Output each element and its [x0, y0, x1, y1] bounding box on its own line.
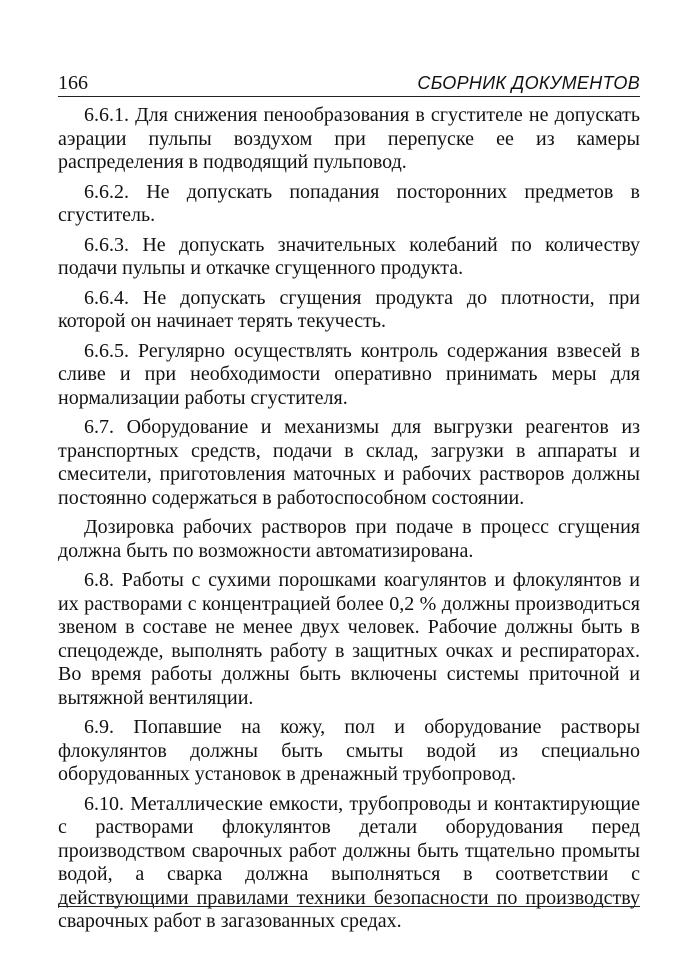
paragraph-6-8: 6.8. Работы с сухими порошками коагулянтов и флокулянтов и их растворами с концентрацией более 0,2 % должны производиться звеном в составе не менее двух человек. Рабочие должны быть в спецодежде, выполнять работу в защитных очках и респираторах. Во время работы должны быть включены системы приточной и вытяжной вентиляции. — [58, 569, 640, 709]
paragraph-6-7: 6.7. Оборудование и механизмы для выгрузки реагентов из транспортных средств, подачи в склад, загрузки в аппараты и смесители, приготовления маточных и рабочих растворов должны постоянно содержаться в работоспособном состоянии. — [58, 416, 640, 509]
page-number: 166 — [58, 72, 88, 94]
paragraph-6-6-5: 6.6.5. Регулярно осуществлять контроль содержания взвесей в сливе и при необходимости оперативно принимать меры для нормализации работы сгустителя. — [58, 339, 640, 409]
page-header — [58, 70, 640, 97]
paragraph-6-6-4: 6.6.4. Не допускать сгущения продукта до плотности, при которой он начинает терять текучесть. — [58, 286, 640, 332]
paragraph-dosing: Дозировка рабочих растворов при подаче в процесс сгущения должна быть по возможности автоматизирована. — [58, 516, 640, 562]
paragraph-6-6-1: 6.6.1. Для снижения пенообразования в сгустителе не допускать аэрации пульпы воздухом при перепуске ее из камеры распределения в подводящий пульповод. — [58, 104, 640, 173]
paragraph-6-9: 6.9. Попавшие на кожу, пол и оборудование растворы флокулянтов должны быть смыты водой из специально оборудованных установок в дренажный трубопровод. — [58, 716, 640, 785]
paragraph-6-6-2: 6.6.2. Не допускать попадания посторонних предметов в сгуститель. — [58, 180, 640, 226]
document-body — [58, 104, 640, 940]
bottom-rule — [58, 906, 640, 907]
paragraph-6-6-3: 6.6.3. Не допускать значительных колебаний по количеству подачи пульпы и откачке сгущенного продукта. — [58, 233, 640, 279]
paragraph-6-10: 6.10. Металлические емкости, трубопроводы и контактирующие с растворами флокулянтов детали оборудования перед производством сварочных работ должны быть тщательно промыты водой, а сварка должна выполняться в соответствии с действующими правилами техники безопасности по производству сварочных работ в загазованных средах. — [58, 792, 640, 932]
running-title: СБОРНИК ДОКУМЕНТОВ — [417, 73, 640, 93]
